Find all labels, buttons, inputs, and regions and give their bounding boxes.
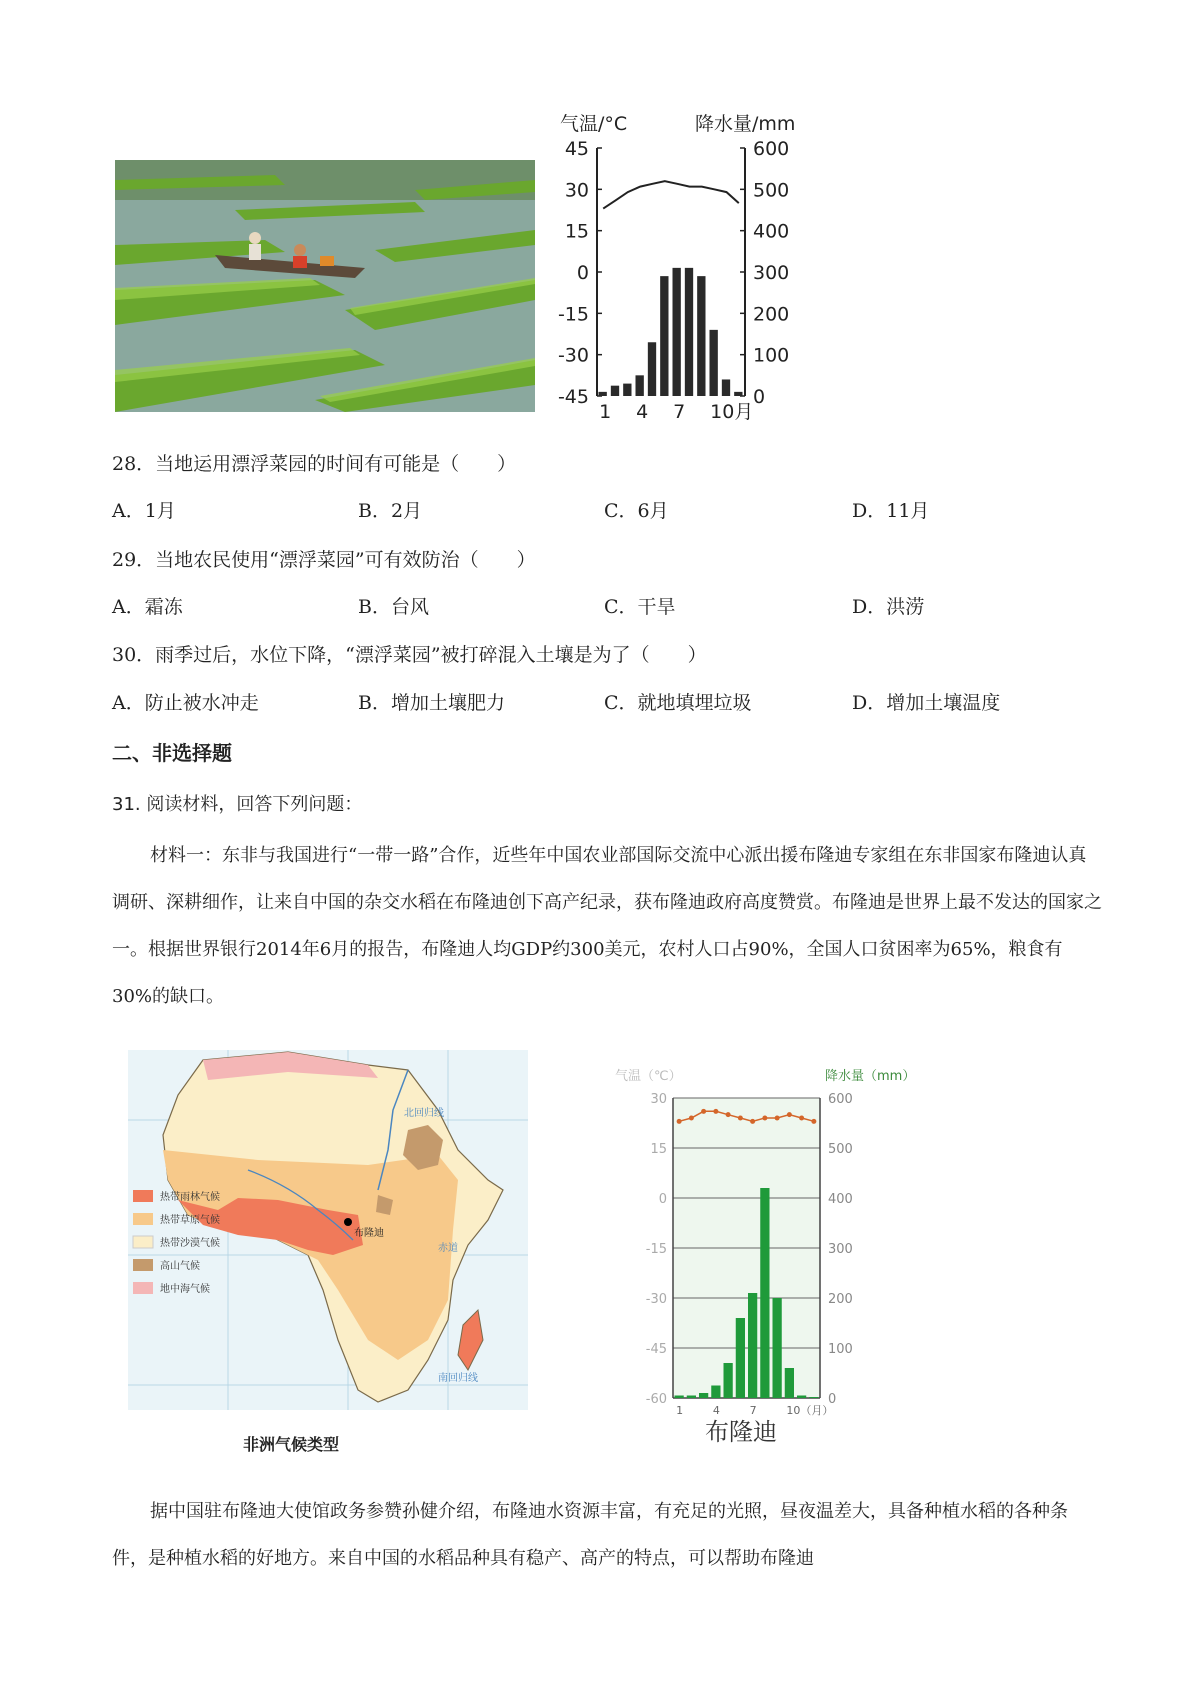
chart2-precip-bar bbox=[785, 1368, 794, 1398]
q29-option-c[interactable]: C．干旱 bbox=[604, 596, 676, 618]
chart2-right-tick: 100 bbox=[828, 1342, 853, 1357]
q28-option-d[interactable]: D．11月 bbox=[852, 500, 930, 522]
question-29: 29．当地农民使用“漂浮菜园”可有效防治（ ） bbox=[112, 549, 536, 571]
q30-option-a[interactable]: A．防止被水冲走 bbox=[112, 692, 259, 714]
climate-chart-1 bbox=[540, 108, 810, 428]
chart2-left-title: 气温（℃） bbox=[615, 1069, 682, 1084]
chart2-temp-point bbox=[775, 1116, 780, 1121]
africa-map-caption: 非洲气候类型 bbox=[243, 1435, 340, 1454]
question-31: 31. 阅读材料，回答下列问题： bbox=[112, 794, 363, 815]
material-one-paragraph: 材料一：东非与我国进行“一带一路”合作，近些年中国农业部国际交流中心派出援布隆迪专家组在东非国家布隆迪认真调研、深耕细作，让来自中国的杂交水稻在布隆迪创下高产纪录，获布隆迪政府高度赞赏。布隆迪是世界上最不发达的国家之一。根据世界银行2014年6月的报告，布隆迪人均GDP约300美元，农村人口占90%，全国人口贫困率为65%，粮食有30%的缺口。 bbox=[112, 845, 1102, 1007]
chart1-precip-bar bbox=[648, 342, 656, 396]
chart2-precip-bar bbox=[748, 1293, 757, 1398]
chart2-x-tick: 7 bbox=[749, 1404, 757, 1417]
chart2-temp-point bbox=[713, 1109, 718, 1114]
q29-option-d[interactable]: D．洪涝 bbox=[852, 596, 925, 618]
chart2-x-tick: 1 bbox=[676, 1404, 684, 1417]
chart2-temp-point bbox=[677, 1119, 682, 1124]
chart1-precip-bar bbox=[623, 384, 631, 396]
q28-option-c[interactable]: C．6月 bbox=[604, 500, 669, 522]
chart2-precip-bar bbox=[675, 1396, 684, 1399]
chart1-precip-bar bbox=[636, 375, 644, 396]
chart2-caption: 布隆迪 bbox=[705, 1418, 777, 1446]
chart1-precip-bar bbox=[697, 276, 705, 396]
africa-climate-map bbox=[108, 1040, 538, 1460]
chart1-precip-bar bbox=[611, 386, 619, 396]
chart2-precip-bar bbox=[736, 1318, 745, 1398]
chart1-right-tick: 0 bbox=[753, 386, 766, 408]
climate-chart-burundi bbox=[610, 1060, 950, 1450]
burundi-map-label: 布隆迪 bbox=[354, 1228, 384, 1239]
equator-label: 赤道 bbox=[438, 1243, 458, 1254]
chart1-x-tick: 10月 bbox=[710, 401, 754, 423]
chart2-right-tick: 400 bbox=[828, 1192, 853, 1207]
chart2-precip-bar bbox=[760, 1188, 769, 1398]
chart1-right-title: 降水量/mm bbox=[695, 113, 796, 135]
chart2-precip-bar bbox=[711, 1386, 720, 1399]
chart1-left-tick: -15 bbox=[557, 303, 589, 326]
chart1-precip-bar bbox=[599, 392, 607, 396]
chart1-right-tick: 300 bbox=[753, 262, 790, 284]
chart1-precip-bar bbox=[673, 268, 681, 396]
chart2-temp-point bbox=[762, 1116, 767, 1121]
chart1-precip-bar bbox=[734, 392, 742, 396]
q30-option-c[interactable]: C．就地填埋垃圾 bbox=[604, 692, 752, 714]
chart2-right-tick: 300 bbox=[828, 1242, 853, 1257]
chart2-right-tick: 600 bbox=[828, 1092, 853, 1107]
chart1-left-tick: 45 bbox=[564, 138, 589, 160]
question-28: 28．当地运用漂浮菜园的时间有可能是（ ） bbox=[112, 453, 517, 475]
chart1-left-tick: 15 bbox=[564, 220, 589, 243]
chart2-x-tick: 10（月） bbox=[786, 1404, 834, 1417]
chart2-precip-bar bbox=[797, 1396, 806, 1399]
chart2-precip-bar bbox=[699, 1393, 708, 1398]
chart1-left-title: 气温/°C bbox=[560, 113, 628, 135]
q29-option-a[interactable]: A．霜冻 bbox=[112, 596, 183, 618]
chart1-precip-bar bbox=[685, 268, 693, 396]
chart2-temp-point bbox=[726, 1112, 731, 1117]
svg-text:热带雨林气候: 热带雨林气候 bbox=[160, 1192, 220, 1203]
chart1-right-tick: 200 bbox=[753, 303, 790, 326]
chart1-right-tick: 600 bbox=[753, 138, 790, 160]
chart2-precip-bar bbox=[809, 1397, 818, 1398]
svg-text:高山气候: 高山气候 bbox=[160, 1261, 200, 1272]
chart1-right-tick: 100 bbox=[753, 344, 790, 367]
tropic-cancer-label: 北回归线 bbox=[404, 1108, 444, 1119]
chart1-x-tick: 1 bbox=[599, 401, 612, 423]
q28-option-a[interactable]: A．1月 bbox=[112, 500, 176, 522]
chart2-right-tick: 500 bbox=[828, 1142, 853, 1157]
tropic-capricorn-label: 南回归线 bbox=[438, 1373, 478, 1384]
chart2-right-title: 降水量（mm） bbox=[825, 1069, 916, 1084]
chart1-left-tick: -30 bbox=[557, 344, 589, 367]
chart2-precip-bar bbox=[773, 1298, 782, 1398]
chart1-precip-bar bbox=[710, 330, 718, 396]
chart2-temp-point bbox=[750, 1119, 755, 1124]
chart2-temp-point bbox=[787, 1112, 792, 1117]
chart2-temp-point bbox=[811, 1119, 816, 1124]
svg-text:热带草原气候: 热带草原气候 bbox=[160, 1215, 220, 1226]
chart1-precip-bar bbox=[722, 379, 730, 396]
q29-option-b[interactable]: B．台风 bbox=[358, 596, 429, 618]
chart1-x-tick: 7 bbox=[673, 401, 686, 423]
chart1-precip-bar bbox=[660, 276, 668, 396]
chart2-temp-point bbox=[799, 1116, 804, 1121]
chart2-precip-bar bbox=[724, 1363, 733, 1398]
chart1-right-tick: 500 bbox=[753, 179, 790, 202]
q30-option-b[interactable]: B．增加土壤肥力 bbox=[358, 692, 505, 714]
chart1-left-tick: 30 bbox=[564, 179, 589, 202]
chart2-left-tick: -45 bbox=[645, 1342, 667, 1357]
chart1-temp-line bbox=[603, 181, 739, 209]
q28-option-b[interactable]: B．2月 bbox=[358, 500, 423, 522]
chart1-left-tick: -45 bbox=[557, 386, 589, 408]
chart2-temp-point bbox=[701, 1109, 706, 1114]
sun-jian-paragraph: 据中国驻布隆迪大使馆政务参赞孙健介绍，布隆迪水资源丰富，有充足的光照，昼夜温差大，具备种植水稻的各种条件，是种植水稻的好地方。来自中国的水稻品种具有稳产、高产的特点，可以帮助布隆迪 bbox=[112, 1501, 1068, 1569]
chart1-x-tick: 4 bbox=[636, 401, 649, 423]
chart2-left-tick: -15 bbox=[645, 1242, 667, 1257]
chart2-left-tick: -60 bbox=[645, 1392, 667, 1407]
chart2-x-tick: 4 bbox=[712, 1404, 720, 1417]
chart2-right-tick: 200 bbox=[828, 1292, 853, 1307]
svg-text:地中海气候: 地中海气候 bbox=[160, 1284, 210, 1295]
chart1-left-tick: 0 bbox=[576, 262, 589, 284]
section-heading: 二、非选择题 bbox=[112, 741, 232, 765]
chart2-left-tick: 15 bbox=[650, 1142, 667, 1157]
floating-garden-photo bbox=[115, 160, 535, 412]
chart2-precip-bar bbox=[687, 1396, 696, 1399]
chart1-right-tick: 400 bbox=[753, 220, 790, 243]
chart2-left-tick: 0 bbox=[658, 1192, 667, 1207]
chart2-right-tick: 0 bbox=[828, 1392, 837, 1407]
question-30: 30．雨季过后，水位下降，“漂浮菜园”被打碎混入土壤是为了（ ） bbox=[112, 644, 707, 666]
chart2-left-tick: -30 bbox=[645, 1292, 667, 1307]
q30-option-d[interactable]: D．增加土壤温度 bbox=[852, 692, 1001, 714]
svg-text:热带沙漠气候: 热带沙漠气候 bbox=[160, 1238, 220, 1249]
chart2-temp-point bbox=[689, 1116, 694, 1121]
chart2-temp-point bbox=[738, 1116, 743, 1121]
chart2-left-tick: 30 bbox=[650, 1092, 667, 1107]
